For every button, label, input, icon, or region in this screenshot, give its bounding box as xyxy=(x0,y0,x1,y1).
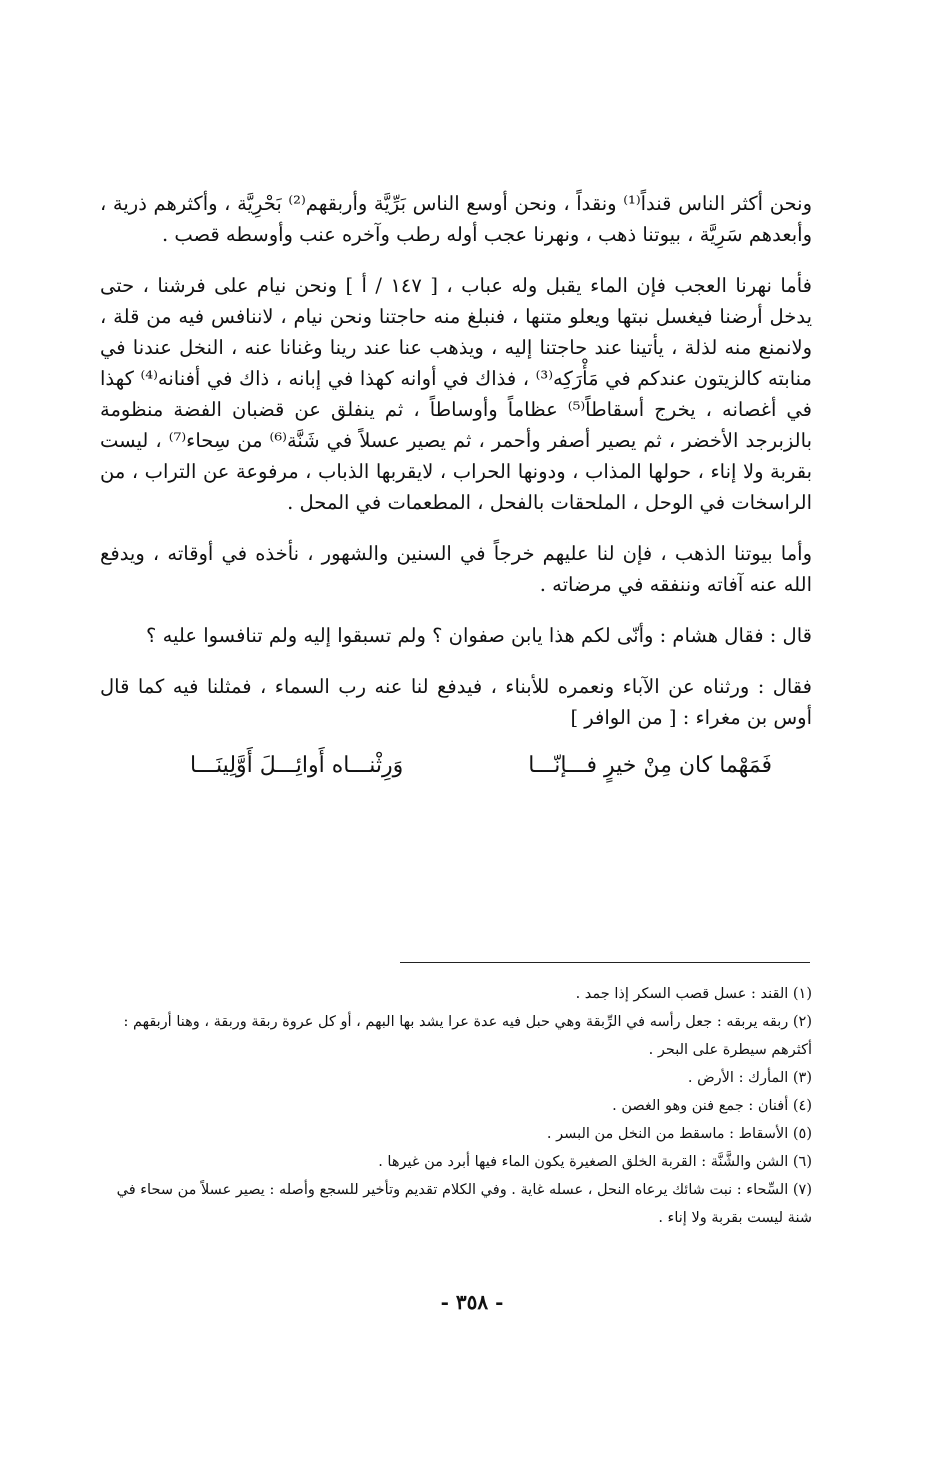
footnote-1: (١) القند : عسل قصب السكر إذا جمد . xyxy=(575,986,812,1002)
footnote-7: (٧) السِّحاء : نبت شائك يرعاه النحل ، عسله غاية . وفي الكلام تقديم وتأخير للسجع وأصله : يصير عسلاً من سحاء في شنة ليست بقربة ولا إناء . xyxy=(116,1182,812,1226)
paragraph-2: فأما نهرنا العجب فإن الماء يقبل وله عباب ، [ ١٤٧ / أ ] ونحن نيام على فرشنا ، حتى يدخل أرضنا فيغسل نبتها ويعلو متنها ، فنبلغ منه حاجتنا ونحن نيام ، لاننافس فيه من قلة ، ولانمنع منه لذلة ، يأتينا عند حاجتنا إليه ، ويذهب عنا عند رينا وغنانا عنه ، النخل عندنا في منابته كالزيتون عندكم في مَأْرَكِه⁽³⁾ ، فذاك في أوانه كهذا في إبانه ، ذاك في أفنانه⁽⁴⁾ كهذا في أغصانه ، يخرج أسقاطاً⁽⁵⁾ عظاماً وأوساطاً ، ثم ينفلق عن قضبان الفضة منظومة بالزبرجد الأخضر ، ثم يصير أصفر وأحمر ، ثم يصير عسلاً في شَنَّة⁽⁶⁾ من سِحاء⁽⁷⁾ ، ليست بقربة ولا إناء ، حولها المذاب ، ودونها الحراب ، لايقربها الذباب ، مرفوعة عن التراب ، من الراسخات في الوحل ، الملحقات بالفحل ، المطعمات في المحل . xyxy=(100,274,813,514)
paragraph-1: ونحن أكثر الناس قنداً⁽¹⁾ ونقداً ، ونحن أوسع الناس بَرِّيَّة وأربقهم⁽²⁾ بَحْرِيَّة ، وأكثرهم ذرية ، وأبعدهم سَرِيَّة ، بيوتنا ذهب ، ونهرنا عجب أوله رطب وآخره عنب وأوسطه قصب . xyxy=(100,192,812,246)
footnotes xyxy=(100,980,812,1232)
main-text xyxy=(100,188,812,778)
paragraph-4: قال : فقال هشام : وأنّى لكم هذا يابن صفوان ؟ ولم تسبقوا إليه ولم تنافسوا عليه ؟ xyxy=(146,624,812,647)
footnote-5: (٥) الأسقاط : ماسقط من النخل من البسر . xyxy=(546,1126,812,1142)
paragraph-3: وأما بيوتنا الذهب ، فإن لنا عليهم خرجاً في السنين والشهور ، نأخذه في أوقاته ، ويدفع الله عنه آفاته وننفقه في مرضاته . xyxy=(100,542,812,596)
paragraph-5: فقال : ورثناه عن الآباء ونعمره للأبناء ، فيدفع لنا عنه رب السماء ، فمثلنا فيه كما قال أوس بن مغراء : [ من الوافر ] xyxy=(100,675,812,729)
verse-second-hemistich: وَرِثْنـــاه أَوائِـــلَ أَوَّلِينَـــا xyxy=(190,753,404,778)
verse-first-hemistich: فَمَهْما كان مِنْ خيرٍ فـــإنّـــا xyxy=(528,753,772,778)
poetry-verse xyxy=(100,753,812,778)
footnote-3: (٣) المأرك : الأرض . xyxy=(687,1070,812,1086)
footnote-2: (٢) ربقه يربقه : جعل رأسه في الرِّبقة وهي حبل فيه عدة عرا يشد بها البهم ، أو كل عروة ربقة وربقة ، وهنا أربقهم : أكثرهم سيطرة على البحر . xyxy=(123,1014,812,1058)
footnote-4: (٤) أفنان : جمع فنن وهو الغصن . xyxy=(612,1098,812,1114)
page-number: - ٣٥٨ - xyxy=(440,1290,504,1314)
footnote-6: (٦) الشن والشَّنَّة : القربة الخلق الصغيرة يكون الماء فيها أبرد من غيرها . xyxy=(378,1154,812,1170)
footnote-separator xyxy=(400,962,810,963)
